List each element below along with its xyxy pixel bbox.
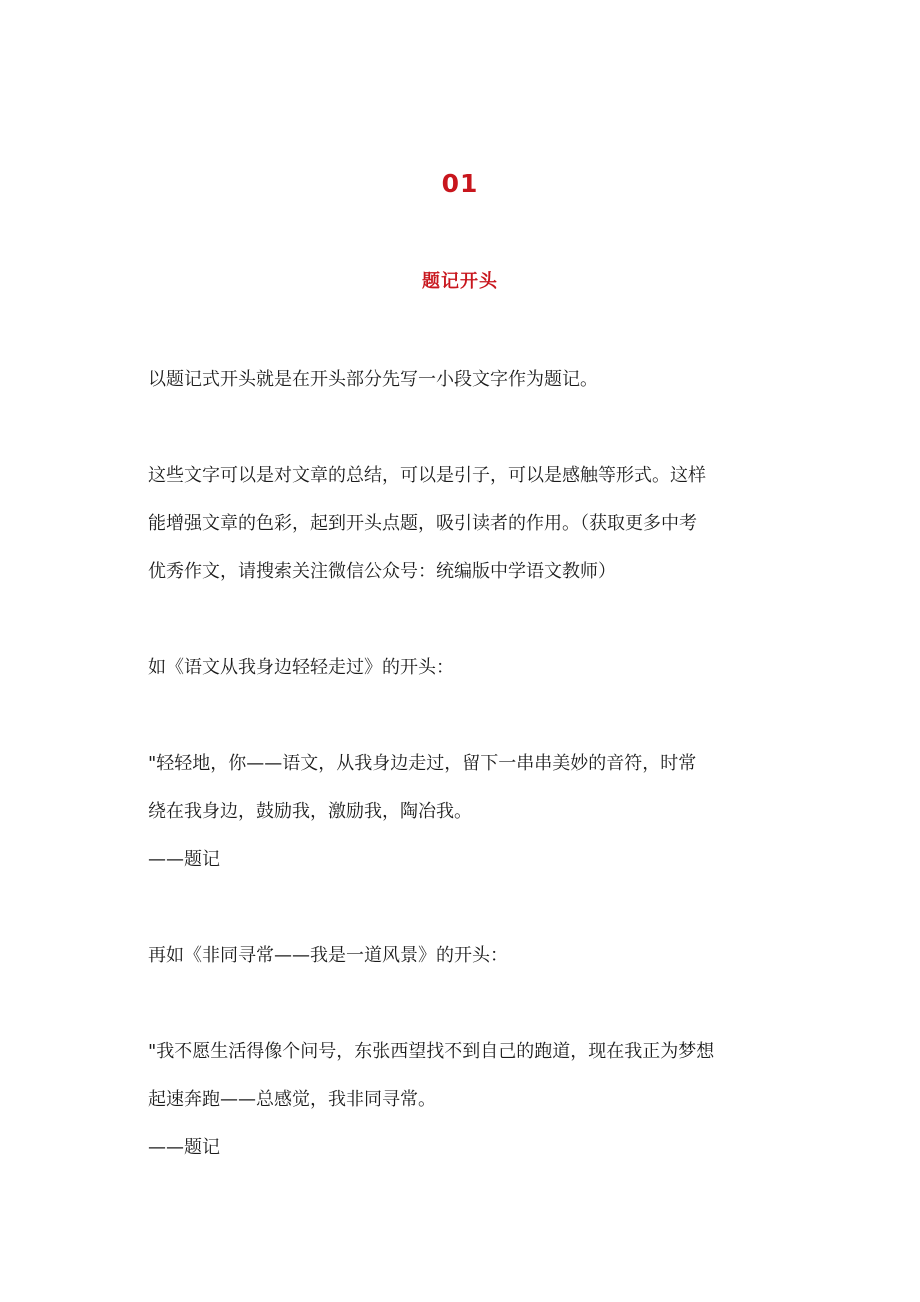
example2-intro-line: 再如《非同寻常——我是一道风景》的开头： — [148, 945, 508, 966]
intro-paragraph — [148, 356, 778, 404]
example1-intro-line: 如《语文从我身边轻轻走过》的开头： — [148, 657, 454, 678]
explain-line: 优秀作文，请搜索关注微信公众号：统编版中学语文教师） — [148, 561, 616, 582]
section-title: 题记开头 — [422, 271, 498, 292]
intro-line: 以题记式开头就是在开头部分先写一小段文字作为题记。 — [148, 369, 598, 390]
example2-quote-line: "我不愿生活得像个问号，东张西望找不到自己的跑道，现在我正为梦想 — [148, 1041, 715, 1062]
example2-attribution: ——题记 — [148, 1137, 220, 1158]
example1-quote — [148, 740, 778, 884]
explain-line: 这些文字可以是对文章的总结，可以是引子，可以是感触等形式。这样 — [148, 465, 706, 486]
explain-line: 能增强文章的色彩，起到开头点题，吸引读者的作用。（获取更多中考 — [148, 513, 697, 534]
example2-quote — [148, 1028, 778, 1172]
example1-intro — [148, 644, 778, 692]
example2-intro — [148, 932, 778, 980]
example1-quote-line: "轻轻地，你——语文，从我身边走过，留下一串串美妙的音符，时常 — [148, 753, 697, 774]
section-number: 01 — [441, 169, 479, 198]
example1-attribution: ——题记 — [148, 849, 220, 870]
example2-quote-line: 起速奔跑——总感觉，我非同寻常。 — [148, 1089, 436, 1110]
explain-paragraph — [148, 452, 778, 596]
example1-quote-line: 绕在我身边，鼓励我，激励我，陶冶我。 — [148, 801, 472, 822]
